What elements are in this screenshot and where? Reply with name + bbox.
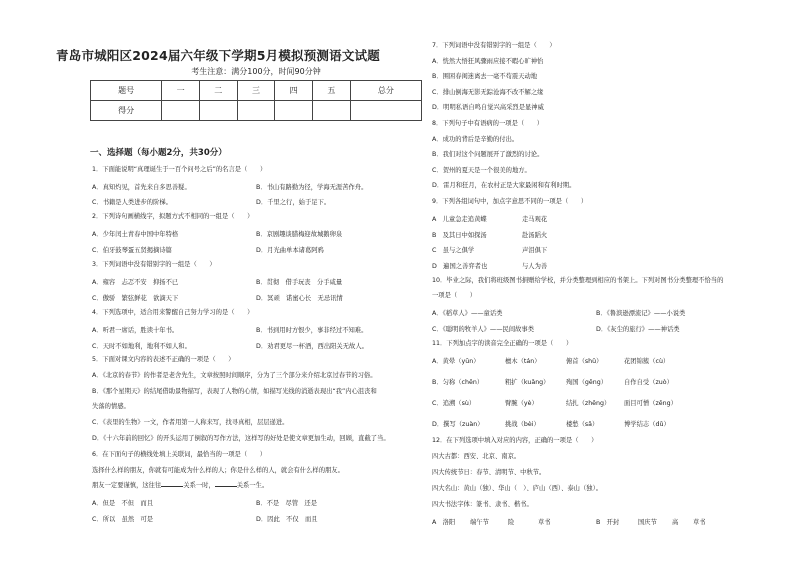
q10-option-c[interactable]: C．《聪明的牧羊人》——民间故事类 <box>432 326 535 333</box>
q3-option-d[interactable]: D．冥顽 诺蜜心长 无忌讯情 <box>256 295 343 302</box>
score-cell: 得分 <box>91 101 162 121</box>
q8-option-d[interactable]: D．雷月和狂月，在农村正是大家最闲和有利时期。 <box>432 182 576 189</box>
q11-word: 殉国（gēng） <box>566 379 608 386</box>
q8-option-a[interactable]: A．成功的背后是辛勤的付出。 <box>432 136 519 143</box>
q12-option-a[interactable]: A 洛阳 <box>432 519 456 526</box>
score-cell: 五 <box>313 81 351 101</box>
q2-option-b[interactable]: B．京剧趣谈腊梅迎故城鹅卵泉 <box>256 231 343 238</box>
q12-word: 草书 <box>693 519 706 526</box>
q9-option-b-word: 赴汤蹈火 <box>522 232 548 239</box>
q11-word: 花团锦簇（cù） <box>624 358 670 365</box>
q10-option-d[interactable]: D．《灰尘的旅行》——神话类 <box>596 326 680 333</box>
q5-option-a[interactable]: A．《北京的春节》的作者是老舍先生，文章按照时间顺序，分为了三个部分来介绍北京过春节的习俗。 <box>92 372 377 379</box>
q5-option-b[interactable]: B．《那个星期天》的结尾借助景物描写，表现了人物的心情，如描写光线的消逝表现出“我”内心沮丧和 <box>92 388 377 395</box>
score-table <box>90 80 422 121</box>
q9-option-c-word: 声泪俱下 <box>522 247 548 254</box>
q1-option-a[interactable]: A．真知灼见，首先来自多思善疑。 <box>92 184 191 191</box>
q12-item: 四大书法字体：篆书、隶书、楷书。 <box>432 501 533 508</box>
q11-option-a[interactable]: A．黄晕（yūn） <box>432 358 480 365</box>
q11-word: 檀木（tán） <box>505 358 541 365</box>
q8-option-b[interactable]: B．我们对这个问题展开了激烈的讨论。 <box>432 151 544 158</box>
q11-word: 面目可憎（zēng） <box>624 400 677 407</box>
q2-option-a[interactable]: A．少年闰土青春中国中年特格 <box>92 231 179 238</box>
q11-word: 挑战（bèi） <box>505 421 540 428</box>
q9-option-b[interactable]: B 及其日中如探汤 <box>432 232 487 239</box>
fill-blank[interactable] <box>215 486 237 487</box>
question-10-cont: 一项是（ ） <box>432 292 477 299</box>
question-7: 7．下列词语中没有错别字的一组是（ ） <box>432 42 556 49</box>
q10-option-a[interactable]: A．《稻草人》——童话类 <box>432 310 503 317</box>
score-input-cell[interactable] <box>350 101 421 121</box>
score-cell: 题号 <box>91 81 162 101</box>
q4-option-a[interactable]: A．听君一席话，胜读十年书。 <box>92 327 179 334</box>
q11-word: 自作自受（zuò） <box>624 379 673 386</box>
exam-title: 青岛市城阳区2024届六年级下学期5月模拟预测语文试题 <box>56 48 380 63</box>
question-6: 6．在下面句子的横线处填上关联词，最恰当的一项是（ ） <box>92 451 267 458</box>
question-12: 12．在下列选项中填入对应的内容，正确的一项是（ ） <box>432 437 598 444</box>
q3-option-a[interactable]: A．雍容 忐忑不安 抑扬不已 <box>92 279 179 286</box>
question-1: 1．下面能说明“真理诞生于一百个问号之后”的名言是（ ） <box>92 166 267 173</box>
q6-option-d[interactable]: D．因此 不仅 而且 <box>256 516 318 523</box>
q12-word: 险 <box>508 519 515 526</box>
q12-item: 四大古都：西安、北京、南京。 <box>432 453 521 460</box>
score-cell: 二 <box>199 81 237 101</box>
q5-option-c[interactable]: C．《表里的生物》一文，作者用第一人称来写，找寻真相，层层递进。 <box>92 419 289 426</box>
q6-stem: 选择什么样的朋友，你就有可能成为什么样的人；你是什么样的人，就会有什么样的朋友。 <box>92 467 344 474</box>
q4-option-c[interactable]: C．天时不如地利，地利不如人和。 <box>92 343 191 350</box>
score-cell: 一 <box>162 81 200 101</box>
question-9: 9．下列各组词句中，加点字意思不同的一项是（ ） <box>432 198 588 205</box>
q12-word: 国庆节 <box>638 519 657 526</box>
q7-option-c[interactable]: C．排山倒海无影无踪沧海不改不解之缘 <box>432 89 544 96</box>
score-table-row <box>91 101 422 121</box>
q3-option-c[interactable]: C．傲骄 繁弦鲜花 欲滴天下 <box>92 295 179 302</box>
score-table-row <box>91 81 422 101</box>
q7-option-a[interactable]: A．恍然大悟狂风骤雨应接不暇心旷神怡 <box>432 58 544 65</box>
q5-option-b-cont: 失落的情感。 <box>92 403 130 410</box>
question-5: 5．下面对课文内容的表述不正确的一项是（ ） <box>92 356 235 363</box>
exam-notice: 考生注意：满分100分，时间90分钟 <box>191 67 321 76</box>
score-input-cell[interactable] <box>275 101 313 121</box>
q11-option-b[interactable]: B．匀称（chēn） <box>432 379 484 386</box>
score-cell: 三 <box>237 81 275 101</box>
q4-option-d[interactable]: D．劝君更尽一杯酒，西出阳关无故人。 <box>256 343 368 350</box>
q11-word: 博学结志（dǔ） <box>624 421 670 428</box>
q4-option-b[interactable]: B．书到用时方恨少，事非经过不知难。 <box>256 327 368 334</box>
q11-word: 粗扩（kuǎng） <box>505 379 550 386</box>
q12-word: 端午节 <box>470 519 489 526</box>
q11-option-c[interactable]: C．追溯（sù） <box>432 400 476 407</box>
q9-option-c[interactable]: C 虽与之俱学 <box>432 247 475 254</box>
question-8: 8．下列句子中有语病的一项是（ ） <box>432 120 544 127</box>
q9-option-a[interactable]: A 儿童急走追黄蝶 <box>432 216 487 223</box>
q11-word: 臂腕（yè） <box>505 400 538 407</box>
score-input-cell[interactable] <box>199 101 237 121</box>
fill-blank[interactable] <box>161 486 183 487</box>
q8-option-c[interactable]: C．贺州的夏天是一个很美的地方。 <box>432 167 531 174</box>
q12-item: 四大名山：黄山（独）、华山（ ）、庐山（西）、泰山（独）。 <box>432 485 603 492</box>
q9-option-d[interactable]: D 遍国之善弈者也 <box>432 263 488 270</box>
q9-option-d-word: 与人为善 <box>522 263 548 270</box>
score-cell: 四 <box>275 81 313 101</box>
q1-option-c[interactable]: C．书籍是人类进步的阶梯。 <box>92 199 172 206</box>
q1-option-d[interactable]: D．千里之行，始于足下。 <box>256 199 331 206</box>
score-cell: 总分 <box>350 81 421 101</box>
q6-option-c[interactable]: C．所以 虽然 可是 <box>92 516 154 523</box>
q6-option-a[interactable]: A．但是 不但 而且 <box>92 500 153 507</box>
q11-word: 楼愁（sǎ） <box>566 421 599 428</box>
score-input-cell[interactable] <box>162 101 200 121</box>
q12-option-b[interactable]: B 开封 <box>596 519 620 526</box>
score-input-cell[interactable] <box>237 101 275 121</box>
q12-word: 高 <box>672 519 679 526</box>
q2-option-c[interactable]: C．伯牙鼓琴蛋五贤揭摘诗篇 <box>92 247 172 254</box>
q11-word: 结扎（zhēng） <box>566 400 611 407</box>
q12-item: 四大传统节日：春节、清明节、中秋节。 <box>432 469 546 476</box>
question-10: 10．毕业之际，我们将班级图书捐赠给学校，并分类整理到相应的书架上。下列对图书分类整理不恰当的 <box>432 277 724 284</box>
question-3: 3．下列词语中没有错别字的一组是（ ） <box>92 261 216 268</box>
question-11: 11．下列加点字的读音完全正确的一项是（ ） <box>432 340 573 347</box>
q6-option-b[interactable]: B．不是 尽管 还是 <box>256 500 317 507</box>
q1-option-b[interactable]: B．书山有路勤为径，学海无涯苦作舟。 <box>256 184 368 191</box>
q3-option-b[interactable]: B．贯彻 借手玩丧 分手咸量 <box>256 279 343 286</box>
question-2: 2．下列诗句画横线字，拟题方式不相同的一组是（ ） <box>92 213 254 220</box>
q5-option-d[interactable]: D．《十六年前的回忆》的开头运用了倒叙的写作方法，这样写的好处是使文章更加生动，回顾，直截了当。 <box>92 435 390 442</box>
section-heading: 一、选择题（每小题2分，共30分） <box>90 148 227 158</box>
q11-option-d[interactable]: D．撰写（zuàn） <box>432 421 484 428</box>
question-4: 4．下列选项中，适合用来警醒自己努力学习的是（ ） <box>92 309 254 316</box>
q11-word: 俯首（shǔ） <box>566 358 603 365</box>
q7-option-d[interactable]: D．明明私语自鸣自觉兴高采烈是显神威 <box>432 104 544 111</box>
q2-option-d[interactable]: D．月光曲单本诸葛阿鸦 <box>256 247 324 254</box>
score-input-cell[interactable] <box>313 101 351 121</box>
q10-option-b[interactable]: B．《鲁滨逊漂流记》——小说类 <box>596 310 686 317</box>
q9-option-a-word: 走马观花 <box>522 216 548 223</box>
q6-stem-fill: 朋友一定要谨慎，这往往 关系一时， 关系一生。 <box>92 482 269 489</box>
q12-word: 草书 <box>538 519 551 526</box>
q7-option-b[interactable]: B．围困春闺迷离去一毫不苟震天动地 <box>432 73 538 80</box>
